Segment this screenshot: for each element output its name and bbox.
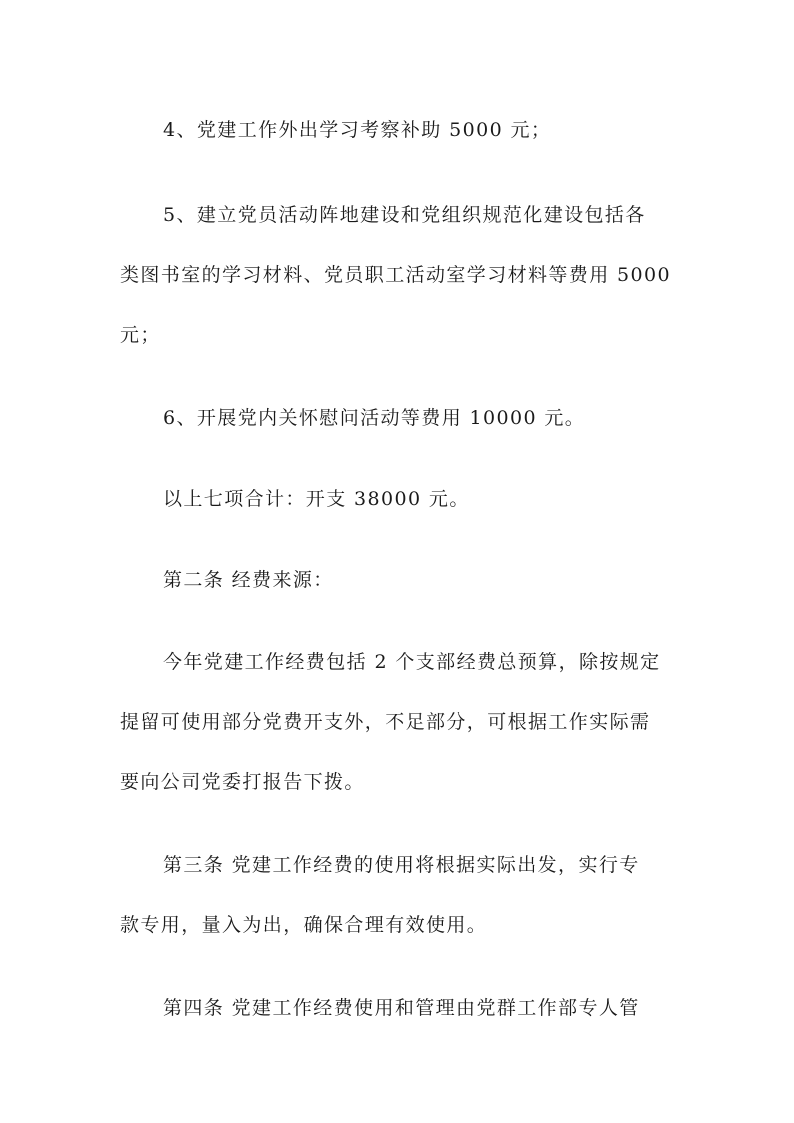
paragraph-2-line-2: 类图书室的学习材料、党员职工活动室学习材料等费用 5000 [120,264,671,286]
section-heading-article-2: 第二条 经费来源： [163,569,334,591]
paragraph-1-line-1: 4、党建工作外出学习考察补助 5000 元； [163,119,552,141]
paragraph-6-line-2: 提留可使用部分党费开支外，不足部分，可根据工作实际需 [120,711,651,733]
paragraph-2-line-3: 元； [120,324,161,346]
paragraph-7-line-2: 款专用，量入为出，确保合理有效使用。 [120,914,488,936]
paragraph-4-line-1: 以上七项合计：开支 38000 元。 [163,488,470,510]
paragraph-2-line-1: 5、建立党员活动阵地建设和党组织规范化建设包括各 [163,204,646,226]
paragraph-6-line-3: 要向公司党委打报告下拨。 [120,771,365,793]
paragraph-3-line-1: 6、开展党内关怀慰问活动等费用 10000 元。 [163,407,586,429]
paragraph-8-line-1: 第四条 党建工作经费使用和管理由党群工作部专人管 [163,997,640,1019]
paragraph-7-line-1: 第三条 党建工作经费的使用将根据实际出发，实行专 [163,854,640,876]
paragraph-6-line-1: 今年党建工作经费包括 2 个支部经费总预算，除按规定 [163,651,661,673]
